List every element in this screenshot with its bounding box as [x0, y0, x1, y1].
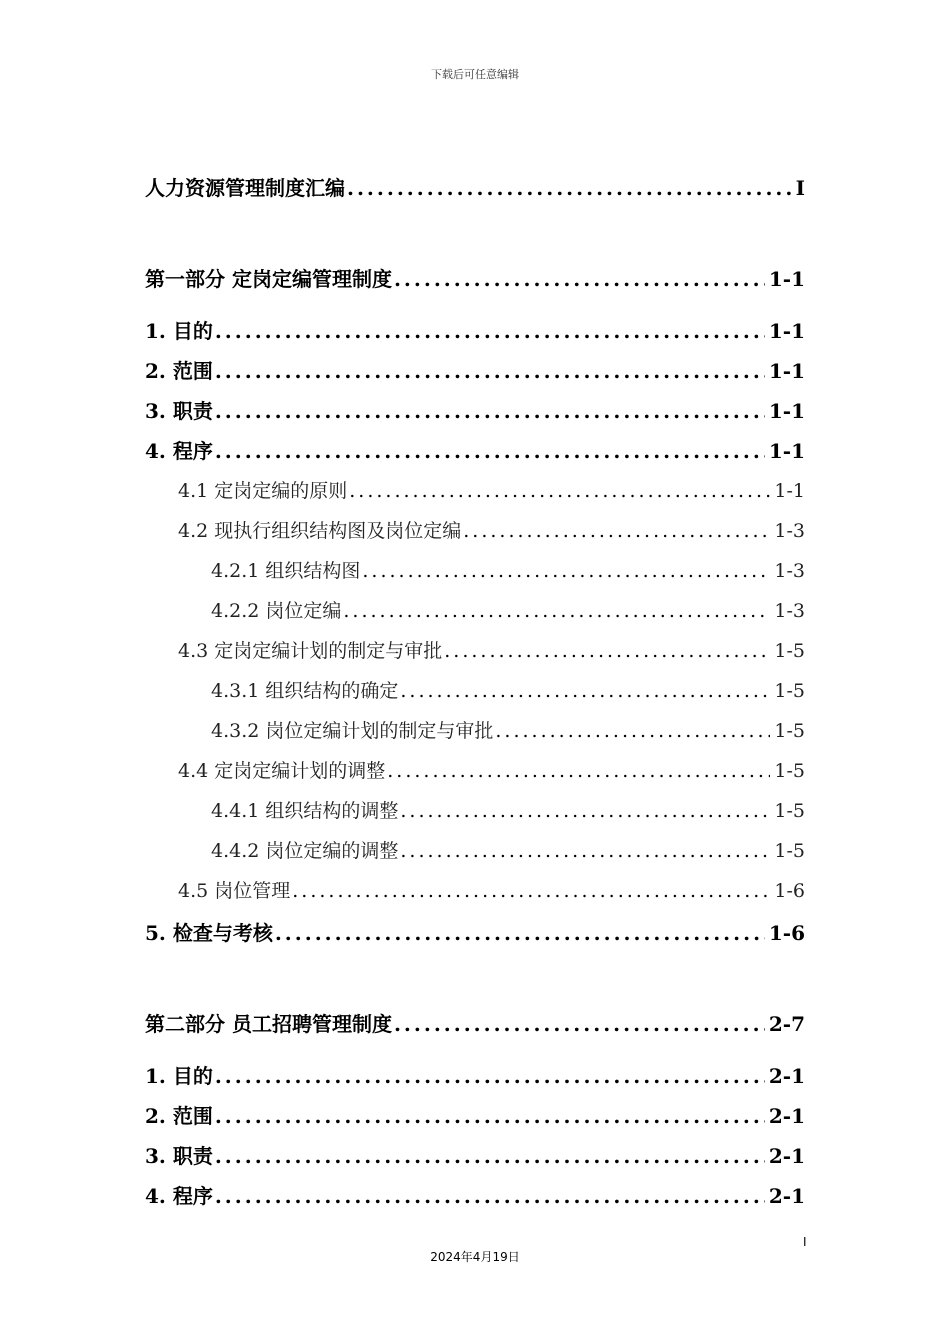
toc-entry-page: 1-6 [768, 921, 805, 945]
toc-entry-page: 1-3 [774, 520, 805, 542]
toc-entry[interactable] [145, 435, 805, 464]
toc-entry-page: 1-5 [774, 760, 805, 782]
toc-leader-dots [215, 1064, 765, 1088]
toc-entry-title: 2. 范围 [145, 359, 213, 383]
toc-entry-page: 1-5 [774, 840, 805, 862]
toc-leader-dots [394, 267, 765, 291]
toc-entry-page: 1-5 [774, 680, 805, 702]
toc-leader-dots [400, 680, 770, 702]
toc-leader-dots [495, 720, 770, 742]
toc-entry-page: 2-1 [768, 1184, 805, 1208]
toc-leader-dots [215, 439, 765, 463]
toc-entry-page: 2-1 [768, 1144, 805, 1168]
toc-leader-dots [215, 1104, 765, 1128]
toc-leader-dots [362, 560, 770, 582]
toc-entry[interactable] [211, 676, 805, 703]
toc-entry[interactable] [178, 876, 805, 903]
toc-entry-title: 3. 职责 [145, 1144, 213, 1168]
toc-leader-dots [215, 1184, 765, 1208]
toc-leader-dots [347, 176, 792, 200]
toc-entry[interactable] [145, 315, 805, 344]
toc-entry[interactable] [211, 716, 805, 743]
toc-leader-dots [215, 319, 765, 343]
toc-entry-title: 5. 检查与考核 [145, 921, 273, 945]
toc-entry[interactable] [145, 172, 805, 201]
page-number: I [803, 1235, 807, 1249]
toc-entry-title: 第一部分 定岗定编管理制度 [145, 267, 392, 291]
toc-entry[interactable] [211, 796, 805, 823]
toc-entry-title: 4.3 定岗定编计划的制定与审批 [178, 640, 443, 662]
toc-entry-title: 4.3.2 岗位定编计划的制定与审批 [211, 720, 494, 742]
toc-entry[interactable] [145, 1060, 805, 1089]
toc-entry-page: 1-6 [774, 880, 805, 902]
toc-entry-page: 1-1 [768, 267, 805, 291]
toc-entry-title: 人力资源管理制度汇编 [145, 176, 345, 200]
toc-leader-dots [394, 1012, 765, 1036]
toc-entry-title: 4.2 现执行组织结构图及岗位定编 [178, 520, 462, 542]
toc-leader-dots [275, 921, 765, 945]
toc-entry[interactable] [145, 395, 805, 424]
toc-leader-dots [400, 840, 770, 862]
toc-leader-dots [215, 1144, 765, 1168]
toc-entry[interactable] [178, 476, 805, 503]
toc-leader-dots [349, 480, 770, 502]
toc-entry-title: 第二部分 员工招聘管理制度 [145, 1012, 392, 1036]
toc-leader-dots [463, 520, 770, 542]
toc-leader-dots [387, 760, 770, 782]
toc-entry-title: 4.2.2 岗位定编 [211, 600, 342, 622]
toc-entry[interactable] [178, 636, 805, 663]
toc-entry-page: 1-5 [774, 640, 805, 662]
toc-entry-title: 4. 程序 [145, 1184, 213, 1208]
toc-entry[interactable] [178, 516, 805, 543]
toc-entry-page: 2-1 [768, 1064, 805, 1088]
toc-entry-title: 4.3.1 组织结构的确定 [211, 680, 399, 702]
toc-entry[interactable] [211, 596, 805, 623]
toc-entry-page: 1-1 [768, 359, 805, 383]
toc-entry-page: 1-1 [768, 439, 805, 463]
toc-entry[interactable] [145, 1100, 805, 1129]
toc-leader-dots [292, 880, 770, 902]
toc-entry-title: 1. 目的 [145, 319, 213, 343]
toc-leader-dots [444, 640, 770, 662]
toc-entry-page: 2-7 [768, 1012, 805, 1036]
toc-entry-title: 3. 职责 [145, 399, 213, 423]
toc-entry-page: 1-1 [768, 319, 805, 343]
toc-entry-page: 2-1 [768, 1104, 805, 1128]
toc-entry-page: I [795, 176, 805, 200]
toc-entry[interactable] [145, 355, 805, 384]
toc-leader-dots [400, 800, 770, 822]
toc-entry[interactable] [178, 756, 805, 783]
toc-leader-dots [215, 399, 765, 423]
toc-entry-page: 1-3 [774, 560, 805, 582]
toc-entry-page: 1-1 [768, 399, 805, 423]
toc-leader-dots [343, 600, 770, 622]
toc-entry-title: 4. 程序 [145, 439, 213, 463]
toc-leader-dots [215, 359, 765, 383]
toc-entry-page: 1-5 [774, 800, 805, 822]
toc-entry-title: 4.4.2 岗位定编的调整 [211, 840, 399, 862]
toc-entry-title: 2. 范围 [145, 1104, 213, 1128]
footer-date: 2024年4月19日 [430, 1250, 520, 1264]
toc-entry[interactable] [145, 1008, 805, 1037]
toc-entry-title: 1. 目的 [145, 1064, 213, 1088]
toc-entry-title: 4.2.1 组织结构图 [211, 560, 361, 582]
toc-entry-page: 1-1 [774, 480, 805, 502]
toc-entry-page: 1-3 [774, 600, 805, 622]
toc-entry-page: 1-5 [774, 720, 805, 742]
page-header: 下载后可任意编辑 [431, 68, 519, 81]
toc-entry[interactable] [145, 917, 805, 946]
toc-entry-title: 4.5 岗位管理 [178, 880, 291, 902]
toc-entry[interactable] [145, 1140, 805, 1169]
toc-entry-title: 4.1 定岗定编的原则 [178, 480, 348, 502]
toc-entry-title: 4.4.1 组织结构的调整 [211, 800, 399, 822]
toc-entry[interactable] [211, 556, 805, 583]
toc-entry[interactable] [145, 263, 805, 292]
toc-entry[interactable] [211, 836, 805, 863]
toc-entry-title: 4.4 定岗定编计划的调整 [178, 760, 386, 782]
toc-entry[interactable] [145, 1180, 805, 1209]
